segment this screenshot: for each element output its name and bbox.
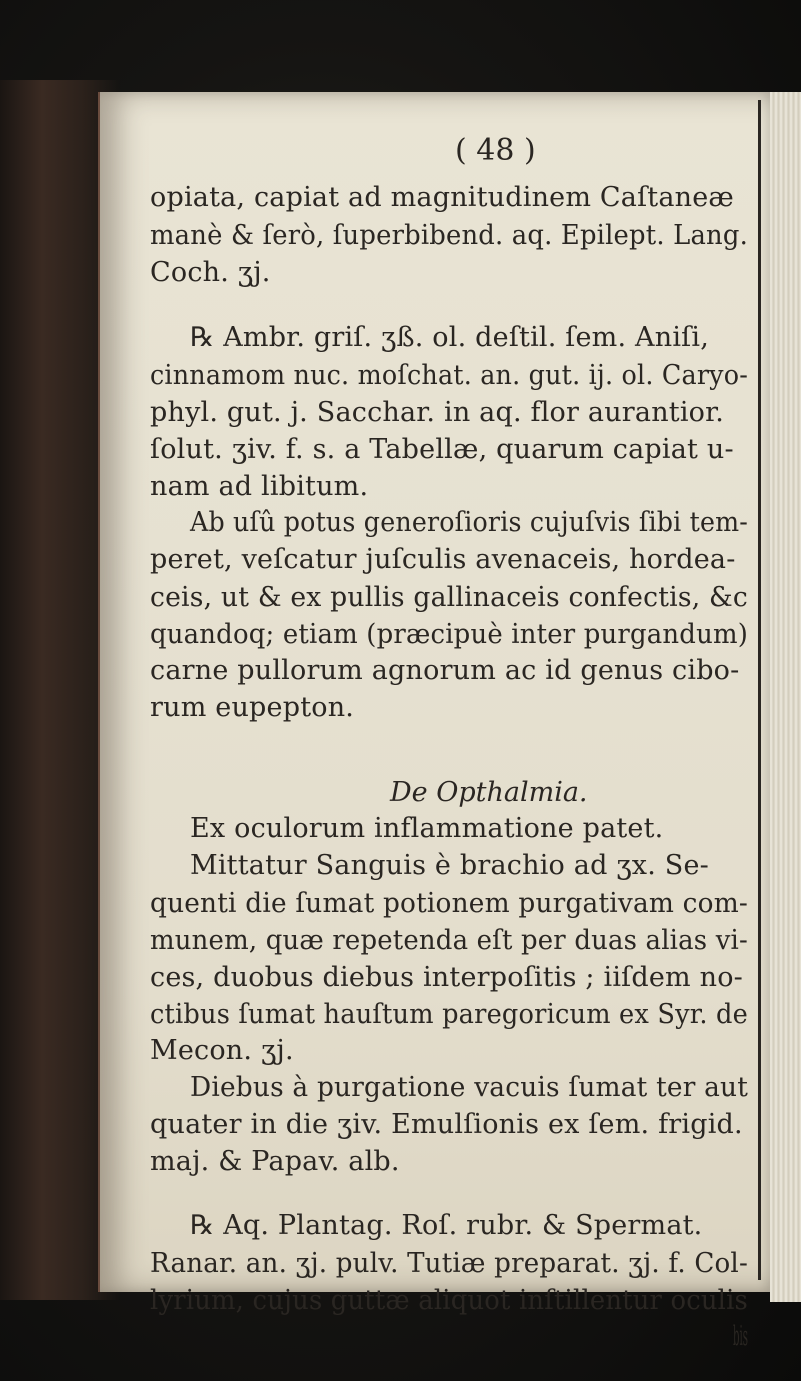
text-line: munem, quæ repetenda eſt per duas alias vi-	[150, 925, 748, 956]
text-line: quater in die ʒiv. Emulſionis ex ſem. frigid.	[150, 1109, 743, 1140]
text-line: ctibus ſumat hauſtum paregoricum ex Syr. de	[150, 999, 749, 1030]
text-line: opiata, capiat ad magnitudinem Caſtaneæ	[150, 182, 734, 213]
text-line: ſolut. ʒiv. f. s. a Tabellæ, quarum capiat u-	[150, 434, 734, 465]
text-line: ℞ Ambr. griſ. ʒß. ol. deſtil. ſem. Aniſi,	[190, 322, 709, 353]
text-line: ces, duobus diebus interpoſitis ; iiſdem no-	[150, 962, 743, 993]
text-line: ℞ Aq. Plantag. Roſ. rubr. & Spermat.	[190, 1210, 703, 1241]
text-line: phyl. gut. j. Sacchar. in aq. flor aurantior.	[150, 397, 725, 428]
page-number: ( 48 )	[455, 133, 536, 168]
page-gutter	[758, 100, 761, 1280]
text-line: nam ad libitum.	[150, 471, 369, 502]
text-line: Mittatur Sanguis è brachio ad ʒx. Se-	[190, 850, 709, 881]
text-line: quenti die ſumat potionem purgativam com-	[150, 888, 749, 919]
text-line: lyrium, cujus guttæ aliquot inſtillentur oculis	[150, 1285, 749, 1316]
section-heading: De Opthalmia.	[390, 777, 588, 808]
page-stack-edge	[770, 92, 801, 1302]
text-line: manè & ſerò, ſuperbibend. aq. Epilept. Lang.	[150, 220, 748, 251]
text-line: Diebus à purgatione vacuis ſumat ter aut	[190, 1072, 749, 1103]
catchword: bis	[733, 1321, 749, 1352]
text-line: quandoq; etiam (præcipuè inter purgandum)	[150, 619, 749, 650]
text-line: maj. & Papav. alb.	[150, 1146, 400, 1177]
text-line: Coch. ʒj.	[150, 257, 271, 288]
text-line: rum eupepton.	[150, 692, 355, 723]
text-line: ceis, ut & ex pullis gallinaceis confectis, &c	[150, 582, 748, 613]
text-line: peret, veſcatur juſculis avenaceis, hordea-	[150, 544, 736, 575]
text-line: Ranar. an. ʒj. pulv. Tutiæ preparat. ʒj. f. Col-	[150, 1248, 748, 1279]
text-line: Ex oculorum inflammatione patet.	[190, 813, 664, 844]
text-line: Mecon. ʒj.	[150, 1035, 294, 1066]
text-line: cinnamom nuc. moſchat. an. gut. ij. ol. Caryo-	[150, 360, 748, 391]
text-line: carne pullorum agnorum ac id genus cibo-	[150, 655, 740, 686]
text-line: Ab uſû potus generoſioris cujuſvis ſibi tem-	[190, 507, 749, 538]
